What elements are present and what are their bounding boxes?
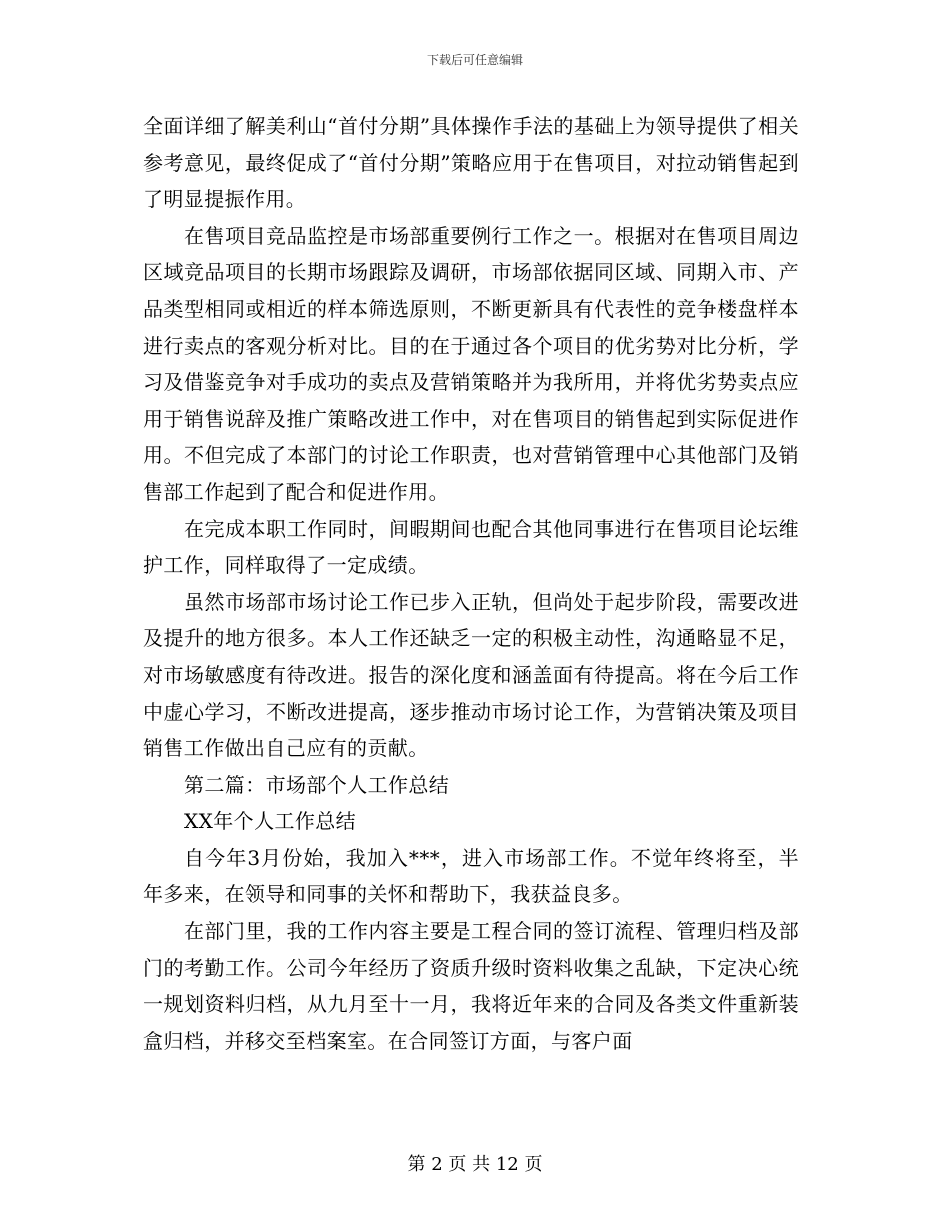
page-header: 下载后可任意编辑 [426,53,523,67]
page-number: 第 2 页 共 12 页 [407,1154,543,1175]
paragraph-6: 在部门里，我的工作内容主要是工程合同的签订流程、管理归档及部门的考勤工作。公司今年经历了资质升级时资料收集之乱缺，下定决心统一规划资料归档，从九月至十一月，我将近年来的合同及各类文件重新装盒归档，并移交至档案室。在合同签订方面，与客户面 [143,919,799,1053]
section-subtitle: XX年个人工作总结 [184,809,357,834]
document-body [143,108,799,1059]
paragraph-5: 自今年3月份始，我加入***，进入市场部工作。不觉年终将至，半年多来，在领导和同事的关怀和帮助下，我获益良多。 [143,845,799,907]
paragraph-1: 全面详细了解美利山“首付分期”具体操作手法的基础上为领导提供了相关参考意见，最终促成了“首付分期”策略应用于在售项目，对拉动销售起到了明显提振作用。 [143,114,799,212]
paragraph-4: 虽然市场部市场讨论工作已步入正轨，但尚处于起步阶段，需要改进及提升的地方很多。本人工作还缺乏一定的积极主动性，沟通略显不足，对市场敏感度有待改进。报告的深化度和涵盖面有待提高。将在今后工作中虚心学习，不断改进提高，逐步推动市场讨论工作，为营销决策及项目销售工作做出自己应有的贡献。 [143,589,799,761]
paragraph-2: 在售项目竞品监控是市场部重要例行工作之一。根据对在售项目周边区域竞品项目的长期市场跟踪及调研，市场部依据同区域、同期入市、产品类型相同或相近的样本筛选原则，不断更新具有代表性的竞争楼盘样本进行卖点的客观分析对比。目的在于通过各个项目的优劣势对比分析，学习及借鉴竞争对手成功的卖点及营销策略并为我所用，并将优劣势卖点应用于销售说辞及推广策略改进工作中，对在售项目的销售起到实际促进作用。不但完成了本部门的讨论工作职责，也对营销管理中心其他部门及销售部工作起到了配合和促进作用。 [143,223,799,504]
paragraph-3: 在完成本职工作同时，间暇期间也配合其他同事进行在售项目论坛维护工作，同样取得了一定成绩。 [143,516,799,578]
section-title: 第二篇：市场部个人工作总结 [184,772,450,797]
